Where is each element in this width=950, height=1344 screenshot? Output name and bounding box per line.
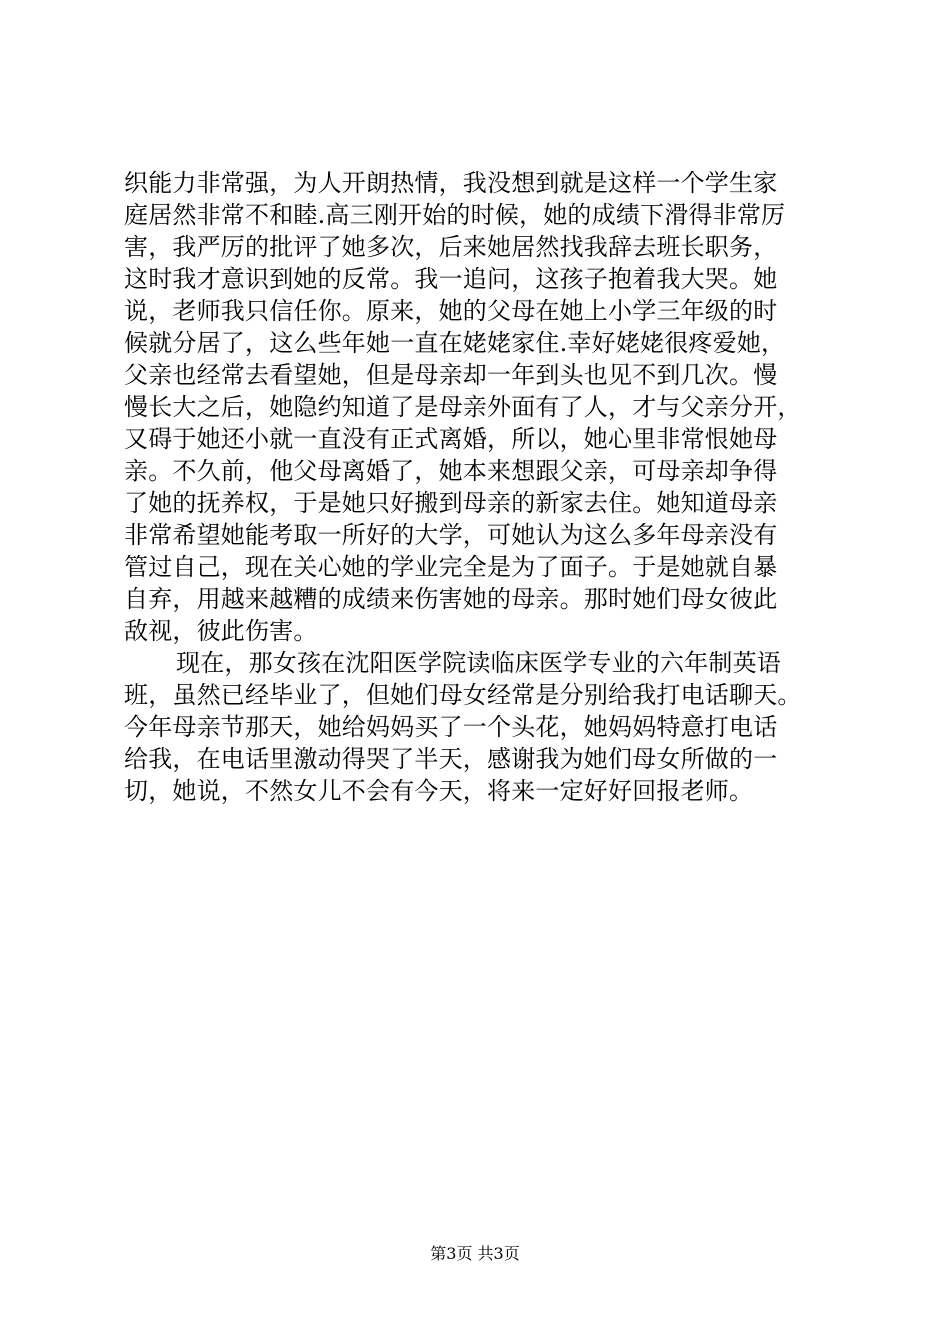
text-line: 害，我严厉的批评了她多次，后来她居然找我辞去班长职务，: [124, 233, 778, 261]
body-text: [124, 167, 864, 807]
text-line: 慢长大之后，她隐约知道了是母亲外面有了人，才与父亲分开，: [124, 393, 802, 421]
text-line: 切，她说，不然女儿不会有今天，将来一定好好回报老师。: [124, 777, 754, 805]
text-line: 今年母亲节那天，她给妈妈买了一个头花，她妈妈特意打电话: [124, 713, 778, 741]
text-line: 班，虽然已经毕业了，但她们母女经常是分别给我打电话聊天。: [124, 681, 802, 709]
text-line: 说，老师我只信任你。原来，她的父母在她上小学三年级的时: [124, 297, 778, 325]
text-line: 自弃，用越来越糟的成绩来伤害她的母亲。那时她们母女彼此: [124, 585, 778, 613]
text-line: 非常希望她能考取一所好的大学，可她认为这么多年母亲没有: [124, 521, 778, 549]
text-line: 这时我才意识到她的反常。我一追问，这孩子抱着我大哭。她: [124, 265, 778, 293]
text-line: 候就分居了，这么些年她一直在姥姥家住.幸好姥姥很疼爱她，: [124, 329, 786, 357]
text-line: 敌视，彼此伤害。: [124, 617, 318, 645]
paragraph-first-line: 现在，那女孩在沈阳医学院读临床医学专业的六年制英语: [176, 649, 781, 677]
text-line: 织能力非常强，为人开朗热情，我没想到就是这样一个学生家: [124, 169, 778, 197]
page-number-footer: 第3页 共3页: [430, 1244, 520, 1263]
text-line: 父亲也经常去看望她，但是母亲却一年到头也见不到几次。慢: [124, 361, 778, 389]
text-line: 庭居然非常不和睦.高三刚开始的时候，她的成绩下滑得非常厉: [124, 201, 786, 229]
text-line: 给我，在电话里激动得哭了半天，感谢我为她们母女所做的一: [124, 745, 778, 773]
text-line: 亲。不久前，他父母离婚了，她本来想跟父亲，可母亲却争得: [124, 457, 778, 485]
text-line: 又碍于她还小就一直没有正式离婚，所以，她心里非常恨她母: [124, 425, 778, 453]
text-line: 了她的抚养权，于是她只好搬到母亲的新家去住。她知道母亲: [124, 489, 778, 517]
text-line: 管过自己，现在关心她的学业完全是为了面子。于是她就自暴: [124, 553, 778, 581]
